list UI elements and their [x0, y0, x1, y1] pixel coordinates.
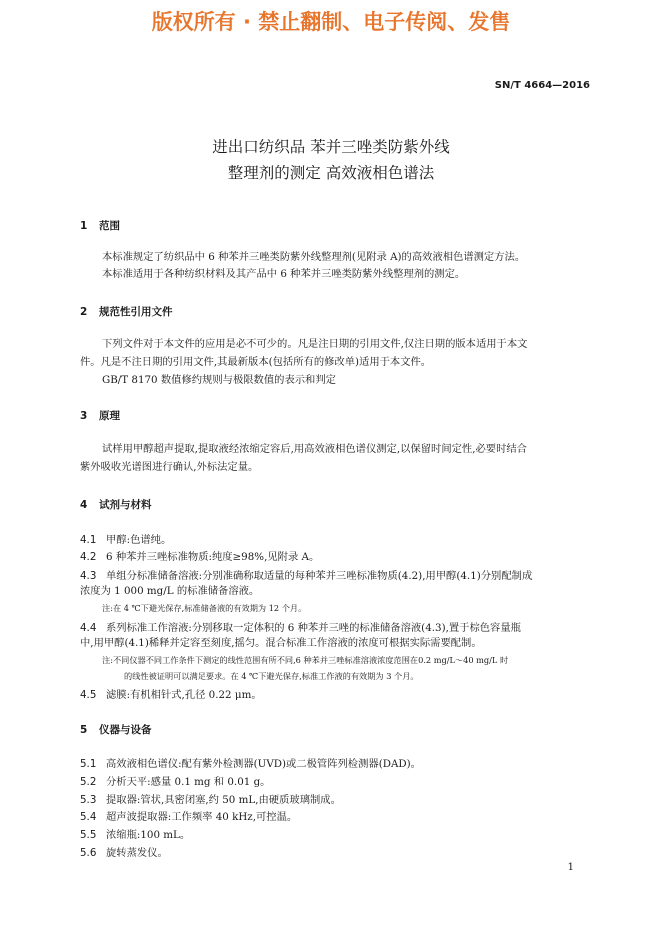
paragraph: 本标准适用于各种纺织材料及其产品中 6 种苯并三唑类防紫外线整理剂的测定。: [102, 268, 466, 280]
section-1-heading: [80, 218, 120, 233]
list-item: [80, 844, 168, 859]
item-text: 超声波提取器:工作频率 40 kHz,可控温。: [106, 811, 298, 823]
section-4-heading: [80, 497, 152, 512]
section-5-heading: [80, 722, 152, 737]
item-text-continued: 中,用甲醇(4.1)稀释并定容至刻度,摇匀。混合标准工作溶液的浓度可根据实际需要配制。: [80, 637, 482, 649]
section-number: 3: [80, 410, 88, 422]
list-item: [80, 808, 297, 823]
list-item: [80, 791, 341, 806]
item-number: 5.3: [80, 794, 97, 806]
section-number: 2: [80, 306, 88, 318]
section-2-heading: [80, 304, 173, 319]
list-item: [80, 619, 521, 634]
paragraph: 试样用甲醇超声提取,提取液经浓缩定容后,用高效液相色谱仪测定,以保留时间定性,必要时结合: [102, 443, 527, 455]
paragraph: 本标准规定了纺织品中 6 种苯并三唑类防紫外线整理剂(见附录 A)的高效液相色谱测定方法。: [102, 251, 526, 263]
copyright-banner: 版权所有 · 禁止翻制、电子传阅、发售: [151, 10, 511, 34]
item-number: 4.2: [80, 551, 97, 563]
section-number: 4: [80, 499, 88, 511]
normative-reference: GB/T 8170 数值修约规则与极限数值的表示和判定: [102, 374, 336, 386]
document-title-line1: 进出口纺织品 苯并三唑类防紫外线: [212, 138, 450, 156]
list-item: [80, 548, 319, 563]
section-title: 原理: [99, 410, 120, 422]
note: 注:不同仪器不同工作条件下测定的线性范围有所不同,6 种苯并三唑标准溶液浓度范围在0.2 mg/L～40 mg/L 时: [102, 655, 509, 665]
item-text: 单组分标准储备溶液:分别准确称取适量的每种苯并三唑标准物质(4.2),用甲醇(4.1)分别配制成: [106, 570, 533, 582]
item-number: 5.1: [80, 758, 97, 770]
standard-number: SN/T 4664—2016: [494, 80, 590, 91]
section-title: 试剂与材料: [99, 499, 152, 511]
list-item: [80, 531, 171, 546]
item-text: 6 种苯并三唑标准物质:纯度≥98%,见附录 A。: [106, 551, 320, 563]
item-text: 分析天平:感量 0.1 mg 和 0.01 g。: [106, 776, 271, 788]
item-text: 浓缩瓶:100 mL。: [106, 829, 191, 841]
document-title-line2: 整理剂的测定 高效液相色谱法: [227, 164, 435, 182]
section-number: 5: [80, 724, 88, 736]
section-title: 规范性引用文件: [99, 306, 173, 318]
list-item: [80, 567, 532, 582]
list-item: [80, 686, 262, 701]
item-number: 5.2: [80, 776, 97, 788]
item-number: 5.5: [80, 829, 97, 841]
item-text: 旋转蒸发仪。: [106, 847, 168, 859]
item-text: 甲醇:色谱纯。: [106, 534, 172, 546]
item-number: 5.4: [80, 811, 97, 823]
section-number: 1: [80, 220, 88, 232]
note-continued: 的线性被证明可以满足要求。在 4 ℃下避光保存,标准工作液的有效期为 3 个月。: [124, 671, 419, 681]
item-number: 5.6: [80, 847, 97, 859]
paragraph-continued: 紫外吸收光谱图进行确认,外标法定量。: [80, 461, 259, 473]
item-number: 4.3: [80, 570, 97, 582]
item-number: 4.1: [80, 534, 97, 546]
paragraph: 下列文件对于本文件的应用是必不可少的。凡是注日期的引用文件,仅注日期的版本适用于本文: [102, 338, 528, 350]
item-text-continued: 浓度为 1 000 mg/L 的标准储备溶液。: [80, 585, 260, 597]
page-number: 1: [567, 862, 574, 873]
section-3-heading: [80, 408, 120, 423]
item-text: 滤膜:有机相针式,孔径 0.22 μm。: [106, 689, 262, 701]
note: 注:在 4 ℃下避光保存,标准储备液的有效期为 12 个月。: [102, 603, 307, 613]
item-number: 4.5: [80, 689, 97, 701]
list-item: [80, 755, 421, 770]
section-title: 仪器与设备: [99, 724, 152, 736]
section-title: 范围: [99, 220, 120, 232]
list-item: [80, 773, 270, 788]
item-text: 高效液相色谱仪:配有紫外检测器(UVD)或二极管阵列检测器(DAD)。: [106, 758, 421, 770]
list-item: [80, 826, 190, 841]
item-text: 提取器:管状,具密闭塞,约 50 mL,由硬质玻璃制成。: [106, 794, 341, 806]
item-number: 4.4: [80, 622, 97, 634]
paragraph-continued: 件。凡是不注日期的引用文件,其最新版本(包括所有的修改单)适用于本文件。: [80, 356, 432, 368]
item-text: 系列标准工作溶液:分别移取一定体积的 6 种苯并三唑的标准储备溶液(4.3),置于棕色容量瓶: [106, 622, 521, 634]
